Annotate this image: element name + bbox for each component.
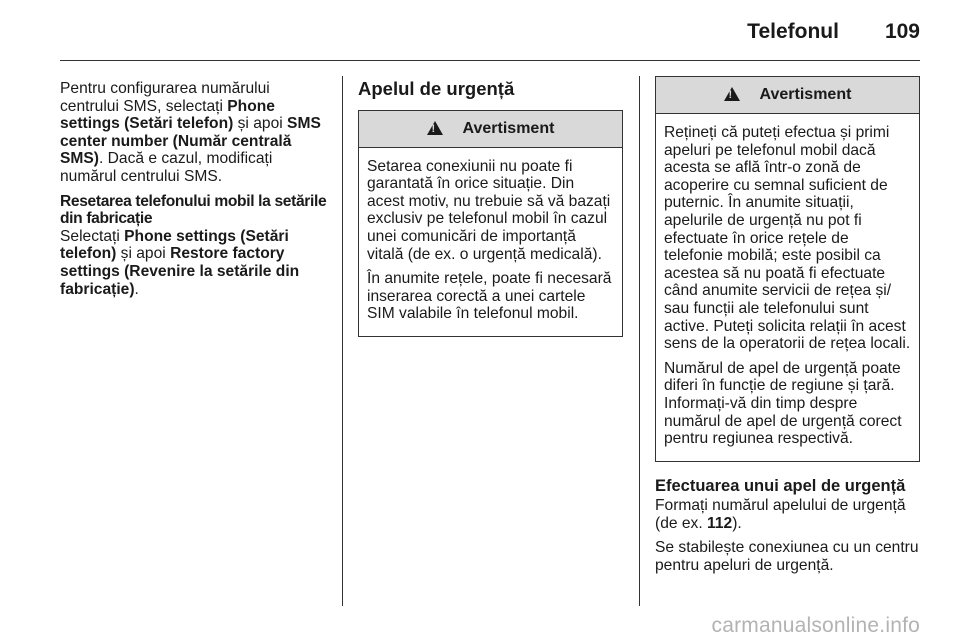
warning-box-connection — [358, 110, 623, 337]
text: ). — [732, 514, 742, 532]
column-divider-right — [639, 76, 640, 606]
text: Formați numărul apelului de urgență (de ex. — [655, 497, 906, 532]
menu-phone-settings: Phone settings (Setări telefon) — [60, 227, 289, 263]
page-number: 109 — [884, 20, 920, 43]
column-divider-left — [342, 76, 343, 606]
text: și apoi — [116, 245, 171, 263]
menu-restore-factory-settings: Restore factory settings (Revenire la setările din fabricație) — [60, 245, 300, 298]
right-column — [655, 76, 920, 582]
watermark: carmanualsonline.info — [711, 614, 920, 637]
menu-phone-settings: Phone settings (Setări telefon) — [60, 97, 275, 133]
warning-box-coverage — [655, 76, 920, 462]
left-column — [60, 80, 328, 305]
warning-paragraph: Rețineți că puteți efectua și primi apeluri pe telefonul mobil dacă acesta se află într-o zonă de acoperire cu semnal suficient de puternic. În anumite situații, apelurile de urgență nu pot fi efectuate în orice rețele de telefonie mobilă; este posibil ca acestea să nu poată fi efectuate când anumite servicii de rețea și/ sau funcții ale telefonului sunt active. Puteți solicita relații în acest sens de la operatorii de rețea locali. — [664, 124, 911, 353]
make-emergency-call-heading: Efectuarea unui apel de urgență — [655, 476, 906, 495]
warning-triangle-icon — [427, 121, 443, 135]
warning-body — [656, 114, 919, 461]
menu-sms-center-number: SMS center number (Număr centrală SMS) — [60, 115, 321, 168]
header-title: Telefonul — [747, 20, 839, 43]
dial-paragraph — [655, 497, 920, 532]
warning-body — [359, 148, 622, 336]
warning-title: Avertisment — [759, 86, 852, 104]
connection-paragraph: Se stabilește conexiunea cu un centru pentru apeluri de urgență. — [655, 539, 919, 575]
text: . Dacă e cazul, modificați numărul centrului SMS. — [60, 150, 273, 185]
text: Pentru configurarea numărului centrului SMS, selectați — [60, 80, 270, 115]
reset-subheading: Resetarea telefonului mobil la setările din fabricație — [60, 192, 327, 228]
emergency-heading: Apelul de urgență — [358, 78, 515, 99]
text: . — [134, 280, 139, 298]
warning-paragraph: În anumite rețele, poate fi necesară inserarea corectă a unei cartele SIM valabile în telefonul mobil. — [367, 270, 612, 323]
warning-triangle-icon — [724, 87, 740, 101]
text: și apoi — [233, 115, 288, 133]
sms-center-paragraph — [60, 80, 328, 186]
warning-header — [359, 111, 622, 148]
middle-column — [358, 80, 623, 337]
reset-paragraph — [60, 228, 328, 298]
emergency-number: 112 — [707, 514, 733, 532]
warning-header — [656, 77, 919, 114]
text: Selectați — [60, 227, 125, 245]
page-header — [747, 14, 920, 50]
warning-paragraph: Setarea conexiunii nu poate fi garantată în orice situație. Din acest motiv, nu trebuie să vă bazați exclusiv pe telefonul mobil în cazul unei comunicări de importanță vitală (de ex. o urgență medicală). — [367, 157, 611, 263]
warning-title: Avertisment — [462, 119, 555, 137]
header-rule — [60, 60, 920, 61]
warning-paragraph: Numărul de apel de urgență poate diferi în funcție de regiune și țară. Informați-vă din timp despre numărul de apel de urgență corect pentru regiunea respectivă. — [664, 359, 902, 448]
